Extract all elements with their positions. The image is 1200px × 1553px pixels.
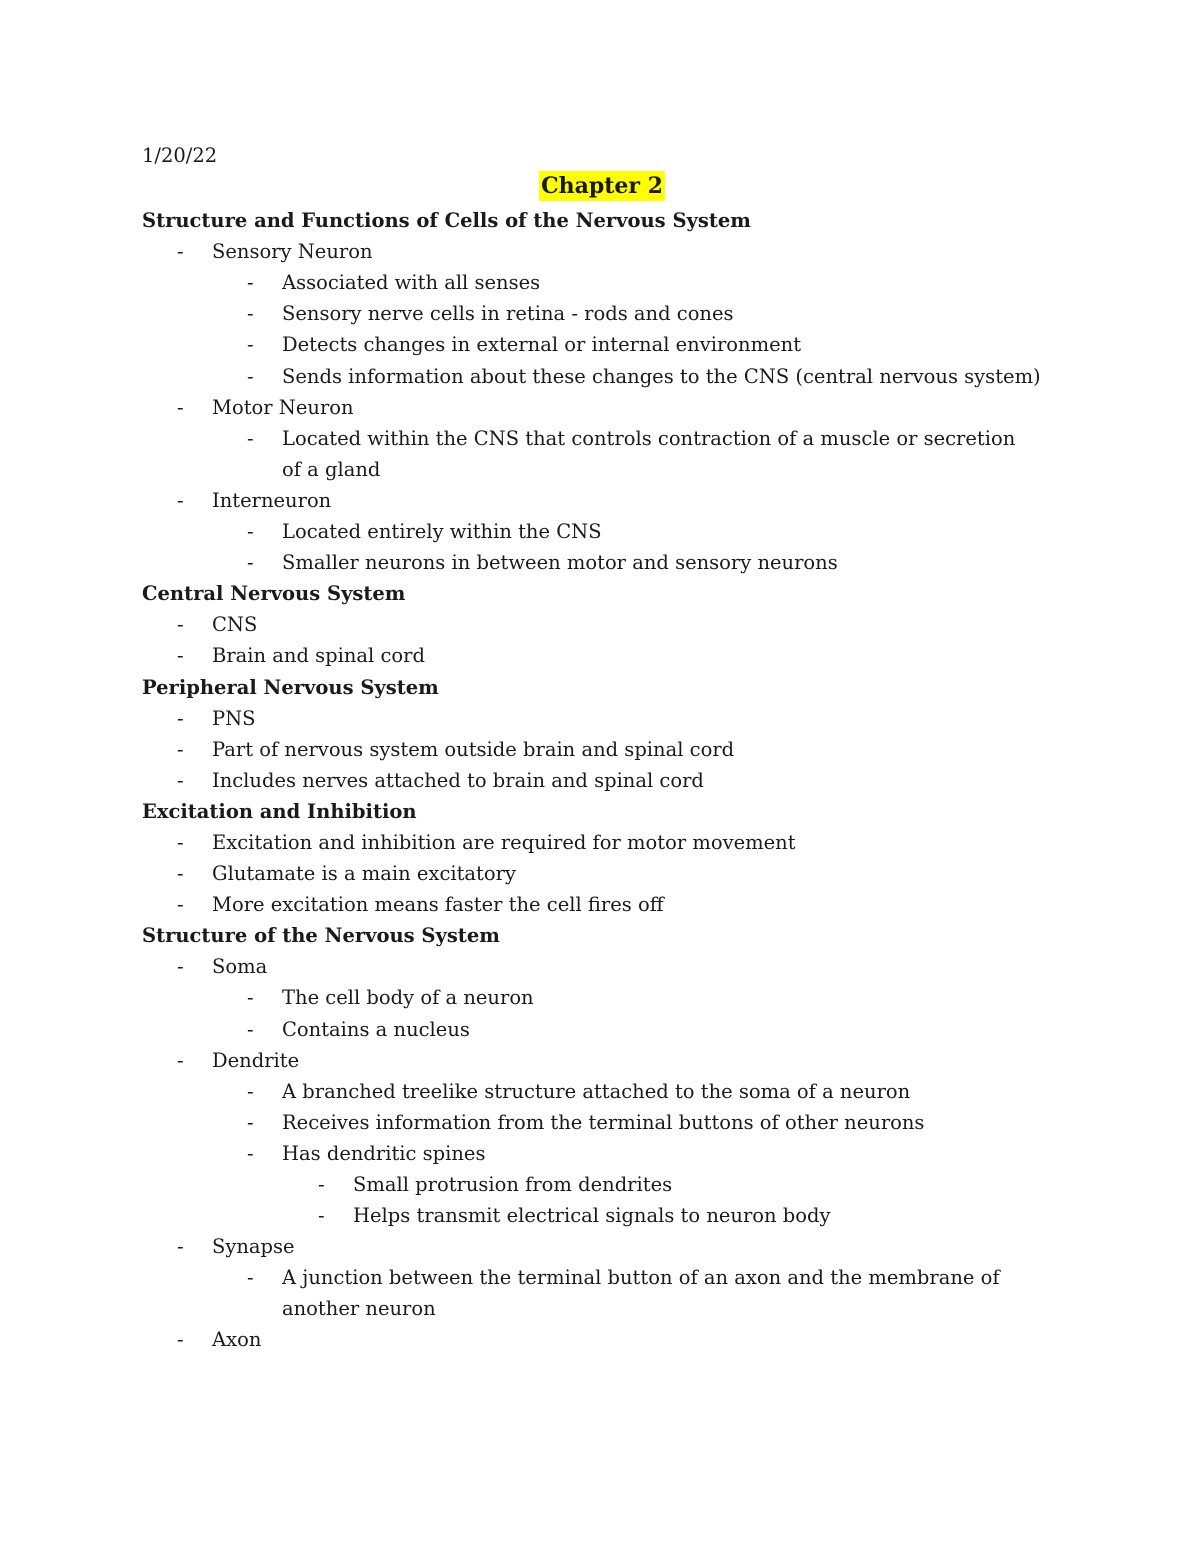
list-item-text: Interneuron xyxy=(212,488,332,512)
list-item xyxy=(142,734,1062,765)
chapter-title: Chapter 2 xyxy=(541,173,663,200)
list-item-text: Excitation and inhibition are required for motor movement xyxy=(212,830,796,854)
bullet-dash: - xyxy=(177,395,184,419)
bullet-dash: - xyxy=(247,1017,254,1041)
bullet-dash: - xyxy=(177,737,184,761)
list-item xyxy=(142,609,1062,640)
section-heading-structure-ns: Structure of the Nervous System xyxy=(142,924,500,948)
list-item xyxy=(142,298,1062,329)
list-item xyxy=(142,1138,1062,1169)
bullet-dash: - xyxy=(247,1266,254,1290)
list-item xyxy=(142,1200,1062,1231)
list-item-text: Sends information about these changes to the CNS (central nervous system) xyxy=(282,364,1041,388)
list-item-text: Includes nerves attached to brain and spinal cord xyxy=(212,768,704,792)
bullet-dash: - xyxy=(177,488,184,512)
bullet-dash: - xyxy=(177,955,184,979)
list-item-text: Located within the CNS that controls contraction of a muscle or secretion of a gland xyxy=(282,426,1016,481)
list-item xyxy=(142,329,1062,360)
list-item-synapse xyxy=(142,1231,1062,1262)
bullet-dash: - xyxy=(247,551,254,575)
list-item-text: Sensory Neuron xyxy=(212,240,373,264)
bullet-dash: - xyxy=(177,768,184,792)
list-item xyxy=(142,858,1062,889)
bullet-dash: - xyxy=(247,364,254,388)
bullet-dash: - xyxy=(318,1173,325,1196)
document-page xyxy=(142,140,1062,1356)
list-item-text: Smaller neurons in between motor and sensory neurons xyxy=(282,551,838,575)
list-item xyxy=(142,765,1062,796)
list-item xyxy=(142,982,1062,1013)
list-item xyxy=(142,827,1062,858)
list-item-text: Helps transmit electrical signals to neuron body xyxy=(353,1204,831,1228)
list-item xyxy=(142,1169,1062,1200)
list-item xyxy=(142,889,1062,920)
list-item-text: PNS xyxy=(212,706,256,730)
list-item-text: Located entirely within the CNS xyxy=(282,520,602,544)
section-heading-pns: Peripheral Nervous System xyxy=(142,675,439,699)
list-item-text: Small protrusion from dendrites xyxy=(353,1173,673,1196)
bullet-dash: - xyxy=(247,426,254,450)
list-item xyxy=(142,547,1062,578)
section-heading-structure-functions: Structure and Functions of Cells of the Nervous System xyxy=(142,209,751,233)
list-item-dendrite xyxy=(142,1045,1062,1076)
list-item-soma xyxy=(142,951,1062,982)
list-item xyxy=(142,1014,1062,1045)
list-item-text: Brain and spinal cord xyxy=(212,644,425,668)
list-item-text: Has dendritic spines xyxy=(282,1141,486,1165)
list-item xyxy=(142,361,1062,392)
list-item xyxy=(142,1262,1047,1324)
list-item-text: Glutamate is a main excitatory xyxy=(212,862,516,886)
list-item-text: Motor Neuron xyxy=(212,395,354,419)
list-item-text: A junction between the terminal button of an axon and the membrane of another neuron xyxy=(282,1266,1000,1321)
list-item-text: Contains a nucleus xyxy=(282,1017,470,1041)
list-item-text: Dendrite xyxy=(212,1048,300,1072)
list-item xyxy=(142,423,1027,485)
list-item-text: Sensory nerve cells in retina - rods and cones xyxy=(282,302,734,326)
bullet-dash: - xyxy=(177,644,184,668)
bullet-dash: - xyxy=(247,333,254,357)
list-item-axon xyxy=(142,1324,1062,1355)
bullet-dash: - xyxy=(177,893,184,917)
bullet-dash: - xyxy=(247,520,254,544)
list-item-text: The cell body of a neuron xyxy=(282,986,534,1010)
bullet-dash: - xyxy=(177,1235,184,1259)
list-item-text: More excitation means faster the cell fires off xyxy=(212,893,664,917)
list-item-text: Soma xyxy=(212,955,268,979)
section-heading-cns: Central Nervous System xyxy=(142,582,406,606)
list-item xyxy=(142,1107,1062,1138)
list-item-text: Detects changes in external or internal environment xyxy=(282,333,802,357)
bullet-dash: - xyxy=(177,1048,184,1072)
list-item-text: Receives information from the terminal buttons of other neurons xyxy=(282,1110,925,1134)
list-item xyxy=(142,640,1062,671)
list-item xyxy=(142,1076,1062,1107)
list-item xyxy=(142,267,1062,298)
bullet-dash: - xyxy=(247,1141,254,1165)
bullet-dash: - xyxy=(177,240,184,264)
note-date: 1/20/22 xyxy=(142,144,218,167)
list-item-text: Part of nervous system outside brain and spinal cord xyxy=(212,737,735,761)
bullet-dash: - xyxy=(177,613,184,637)
list-item xyxy=(142,516,1062,547)
list-item-text: Axon xyxy=(212,1328,262,1352)
bullet-dash: - xyxy=(247,302,254,326)
list-item-sensory-neuron xyxy=(142,236,1062,267)
bullet-dash: - xyxy=(177,830,184,854)
list-item-text: A branched treelike structure attached to the soma of a neuron xyxy=(282,1079,911,1103)
bullet-dash: - xyxy=(247,1110,254,1134)
bullet-dash: - xyxy=(177,1328,184,1352)
section-heading-excitation: Excitation and Inhibition xyxy=(142,799,417,823)
list-item-text: Synapse xyxy=(212,1235,295,1259)
bullet-dash: - xyxy=(247,986,254,1010)
bullet-dash: - xyxy=(247,271,254,295)
bullet-dash: - xyxy=(318,1204,325,1228)
list-item-interneuron xyxy=(142,485,1062,516)
list-item-text: Associated with all senses xyxy=(282,271,541,295)
bullet-dash: - xyxy=(247,1079,254,1103)
bullet-dash: - xyxy=(177,706,184,730)
list-item-motor-neuron xyxy=(142,392,1062,423)
bullet-dash: - xyxy=(177,862,184,886)
list-item-text: CNS xyxy=(212,613,258,637)
title-row xyxy=(142,171,1062,205)
list-item xyxy=(142,703,1062,734)
